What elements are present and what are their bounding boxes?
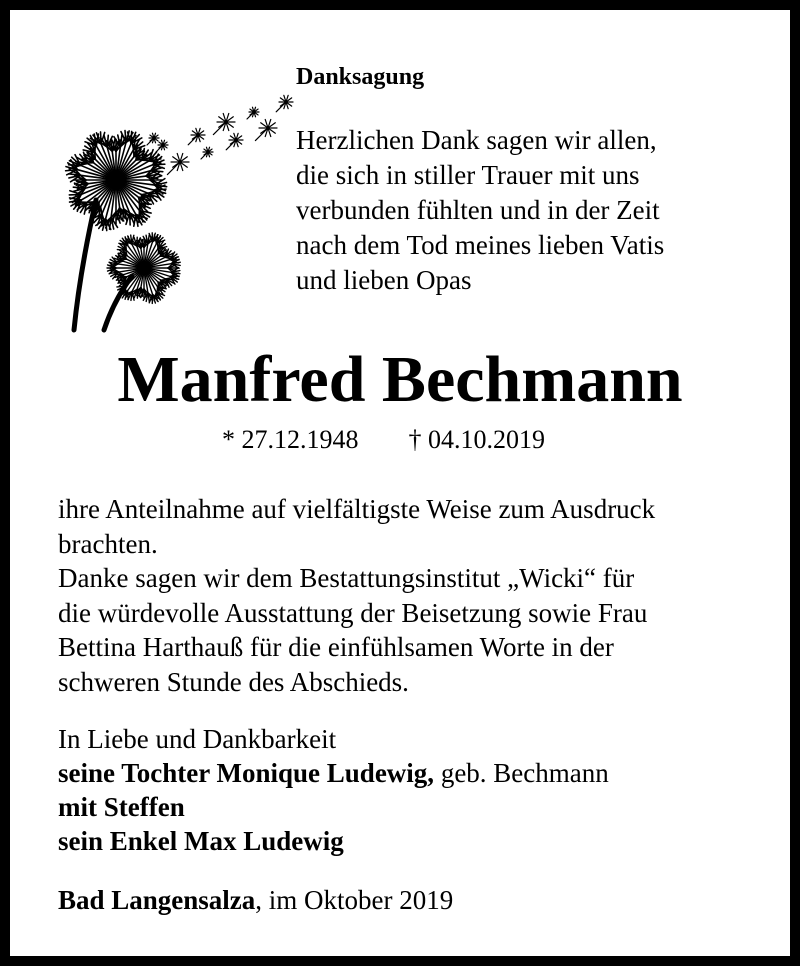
- intro-line: Herzlichen Dank sagen wir allen,: [296, 125, 657, 155]
- death-date: † 04.10.2019: [408, 425, 545, 454]
- body-line: ihre Anteilnahme auf vielfältigste Weise zum Ausdruck: [58, 494, 656, 524]
- body-line: schweren Stunde des Abschieds.: [58, 666, 409, 697]
- grandson-line: sein Enkel Max Ludewig: [58, 826, 344, 856]
- intro-line: nach dem Tod meines lieben Vatis: [296, 230, 665, 260]
- birth-date: * 27.12.1948: [222, 425, 359, 454]
- body-line: Danke sagen wir dem Bestattungsinstitut „Wicki“ für: [58, 563, 635, 593]
- partner-line: mit Steffen: [58, 792, 185, 822]
- deceased-name: Manfred Bechmann: [117, 343, 683, 416]
- maiden-name: geb. Bechmann: [434, 758, 609, 788]
- place-name: Bad Langensalza: [58, 885, 256, 915]
- signoff: [58, 722, 609, 858]
- daughter-line: [58, 756, 609, 790]
- dandelion-icon: [58, 90, 308, 335]
- place-date: [58, 883, 453, 917]
- intro-text: [296, 123, 664, 298]
- month-year: , im Oktober 2019: [255, 885, 454, 915]
- daughter-name: seine Tochter Monique Ludewig,: [58, 758, 435, 788]
- body-text: [58, 492, 655, 699]
- life-dates: [222, 423, 545, 457]
- notice-heading: Danksagung: [296, 64, 425, 90]
- closing-line: In Liebe und Dankbarkeit: [58, 724, 337, 754]
- body-line: die würdevolle Ausstattung der Beisetzung sowie Frau: [58, 597, 648, 628]
- intro-line: und lieben Opas: [296, 265, 472, 295]
- intro-line: die sich in stiller Trauer mit uns: [296, 160, 640, 190]
- body-line: Bettina Harthauß für die einfühlsamen Worte in der: [58, 632, 614, 662]
- intro-line: verbunden fühlten und in der Zeit: [296, 195, 660, 225]
- body-line: brachten.: [58, 528, 158, 559]
